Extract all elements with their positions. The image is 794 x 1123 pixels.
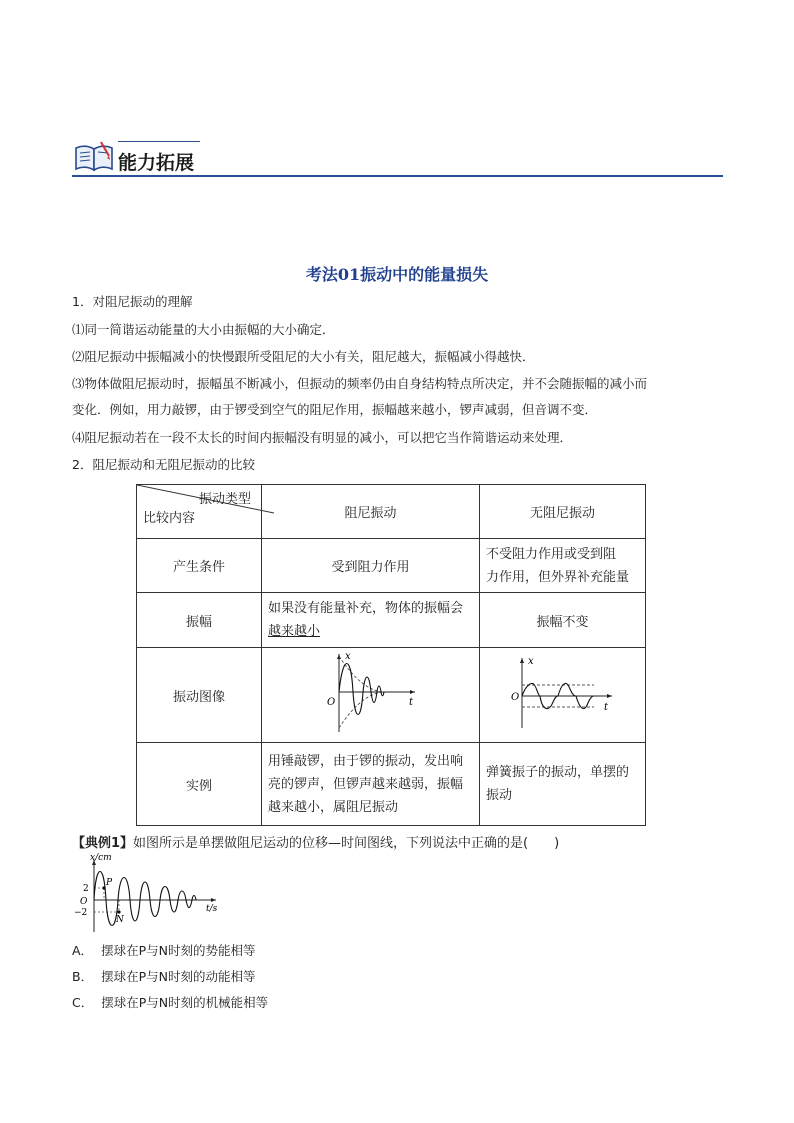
example-tag: 【典例1】 xyxy=(72,836,134,851)
option-text: 摆球在P与N时刻的势能相等 xyxy=(101,943,256,958)
book-icon xyxy=(73,140,115,174)
graph-y-tick: 2 xyxy=(83,884,89,894)
table-cell xyxy=(262,593,480,648)
option-text: 摆球在P与N时刻的动能相等 xyxy=(101,969,256,984)
option-key: C． xyxy=(72,995,94,1010)
cell-line: 如果没有能量补充，物体的振幅会 xyxy=(268,601,464,616)
table-cell xyxy=(480,743,646,826)
graph-t-label: t xyxy=(603,702,608,713)
table-header-undamped: 无阻尼振动 xyxy=(480,485,646,539)
undamped-graph-cell xyxy=(480,648,646,743)
cell-line: 亮的锣声，但锣声越来越弱，振幅 xyxy=(268,776,464,792)
comparison-table xyxy=(136,484,646,826)
graph-x-label: x xyxy=(527,656,534,667)
graph-y-tick: −2 xyxy=(74,908,88,918)
example-text: 如图所示是单摆做阻尼运动的位移—时间图线，下列说法中正确的是( ) xyxy=(133,836,560,851)
graph-origin-label: O xyxy=(326,697,335,708)
table-row-label: 振动图像 xyxy=(137,648,262,743)
graph-x-label: x xyxy=(344,651,351,662)
example-damped-graph xyxy=(72,852,232,934)
corner-bottom-label: 比较内容 xyxy=(143,511,196,526)
topic-title: 考法01振动中的能量损失 xyxy=(305,265,489,284)
table-row-label: 实例 xyxy=(137,743,262,826)
paragraph: ⑴同一简谐运动能量的大小由振幅的大小确定． xyxy=(72,322,335,337)
option-a xyxy=(72,941,255,959)
table-cell: 受到阻力作用 xyxy=(262,539,480,593)
cell-line: 越来越小 xyxy=(268,624,321,639)
paragraph: ⑵阻尼振动中振幅减小的快慢跟所受阻尼的大小有关，阻尼越大，振幅减小得越快． xyxy=(72,349,535,364)
paragraph: 2．阻尼振动和无阻尼振动的比较 xyxy=(72,457,255,472)
table-row-label: 振幅 xyxy=(137,593,262,648)
undamped-oscillation-graph xyxy=(508,650,618,736)
graph-point-p: P xyxy=(106,878,113,888)
option-text: 摆球在P与N时刻的机械能相等 xyxy=(101,995,269,1010)
header-rule-top xyxy=(118,141,200,142)
graph-origin-label: O xyxy=(510,692,519,703)
table-corner-cell xyxy=(137,485,262,539)
header-rule xyxy=(72,175,723,177)
option-key: A． xyxy=(72,943,94,958)
table-row-label: 产生条件 xyxy=(137,539,262,593)
graph-x-axis-label: x/cm xyxy=(90,853,112,863)
damped-oscillation-graph xyxy=(321,650,421,736)
table-header-damped: 阻尼振动 xyxy=(262,485,480,539)
table-cell xyxy=(480,539,646,593)
graph-origin: O xyxy=(80,897,88,907)
cell-line: 力作用，但外界补充能量 xyxy=(486,569,630,585)
damped-graph-cell xyxy=(262,648,480,743)
table-cell: 振幅不变 xyxy=(480,593,646,648)
cell-line: 用锤敲锣，由于锣的振动，发出响 xyxy=(268,753,464,769)
corner-top-label: 振动类型 xyxy=(198,492,251,507)
graph-t-label: t xyxy=(408,697,413,708)
cell-line: 越来越小，属阻尼振动 xyxy=(268,799,399,815)
section-title: 能力拓展 xyxy=(118,152,195,174)
option-b xyxy=(72,967,255,985)
paragraph: ⑷阻尼振动若在一段不太长的时间内振幅没有明显的减小，可以把它当作简谐运动来处理． xyxy=(72,430,573,445)
example-question xyxy=(72,832,559,851)
paragraph: 1．对阻尼振动的理解 xyxy=(72,294,193,309)
option-c xyxy=(72,993,268,1011)
graph-t-axis-label: t/s xyxy=(206,904,218,914)
graph-point-n: N xyxy=(116,915,124,925)
paragraph: ⑶物体做阻尼振动时，振幅虽不断减小，但振动的频率仍由自身结构特点所决定，并不会随振幅的减小而 xyxy=(72,376,648,391)
paragraph: 变化．例如，用力敲锣，由于锣受到空气的阻尼作用，振幅越来越小，锣声减弱，但音调不变． xyxy=(72,402,598,417)
cell-line: 弹簧振子的振动，单摆的 xyxy=(486,765,630,780)
option-key: B． xyxy=(72,969,94,984)
cell-line: 振动 xyxy=(486,788,513,803)
cell-line: 不受阻力作用或受到阻 xyxy=(486,546,617,562)
table-cell xyxy=(262,743,480,826)
